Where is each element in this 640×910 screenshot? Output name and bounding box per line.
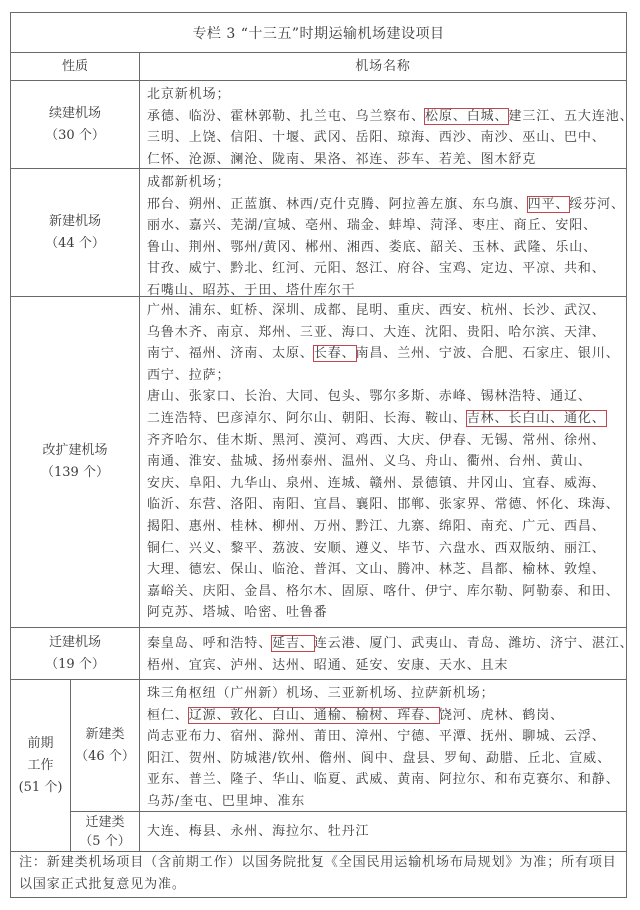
- category-count: （46 个）: [75, 748, 135, 764]
- airport-list-line: [147, 194, 625, 216]
- airport-names: 亚东、普兰、隆子、华山、临夏、武威、黄南、阿拉尔、和布克赛尔、和静、: [147, 772, 620, 788]
- highlighted-airports: 长春、: [313, 346, 356, 362]
- airport-list-line: [147, 300, 620, 322]
- airport-list-line: [147, 237, 620, 259]
- airport-list-line: [147, 581, 620, 603]
- airport-list-line: [147, 726, 620, 748]
- row-relocation: [11, 628, 634, 680]
- airport-names: 南宁、福州、济南、太原、: [147, 346, 314, 362]
- category-count: （5 个）: [79, 834, 131, 849]
- category-count: （44 个）: [45, 235, 105, 251]
- airport-names: 桓仁、: [147, 707, 189, 723]
- label-new-class: [71, 680, 140, 812]
- airport-list-line: [147, 430, 620, 452]
- airport-names: 大理、德宏、保山、临沧、普洱、文山、腾冲、林芝、昌都、榆林、敦煌、: [147, 562, 606, 578]
- row-expansion: [11, 297, 626, 628]
- airport-names: 绥芬河、: [569, 196, 625, 212]
- airport-names: 尚志亚布力、宿州、滁州、莆田、漳州、宁德、平潭、抚州、聊城、云浮、: [147, 729, 606, 745]
- names-new-class: [140, 680, 626, 812]
- airport-list-line: [147, 451, 620, 473]
- airport-names: 安庆、阜阳、九华山、泉州、连城、赣州、景德镇、井冈山、宜春、威海、: [147, 475, 606, 491]
- category-count: (51 个): [18, 779, 63, 795]
- footnote-line: 注：新建类机场项目（含前期工作）以国务院批复《全国民用运输机场布局规划》为准；所有项目: [19, 855, 617, 870]
- airport-names: 鲁山、荆州、鄂州/黄冈、郴州、湘西、娄底、韶关、玉林、武隆、乐山、: [147, 239, 598, 255]
- label-new: [11, 169, 140, 296]
- airport-names: 成都新机场；: [147, 175, 231, 190]
- airport-names: 饶河、虎林、鹤岗、: [438, 707, 565, 723]
- airport-names: 嘉峪关、庆阳、金昌、格尔木、固原、喀什、伊宁、库尔勒、阿勒泰、和田、: [147, 583, 620, 599]
- names-new: [140, 169, 626, 296]
- table-title: 专栏 3 “十三五”时期运输机场建设项目: [11, 13, 626, 53]
- airport-names: 甘孜、威宁、黔北、红河、元阳、怒江、府谷、宝鸡、定边、平凉、共和、: [147, 261, 606, 277]
- airport-list-line: [147, 149, 620, 171]
- label-relocation-class: [71, 812, 140, 852]
- airport-list-line: [147, 494, 620, 516]
- category-label: 续建机场: [48, 105, 101, 121]
- airport-list-line: [147, 172, 620, 194]
- airport-names: 二连浩特、巴彦淖尔、阿尔山、朝阳、长海、鞍山、: [147, 410, 467, 426]
- highlighted-airports: 四平、: [527, 196, 570, 212]
- airport-list-line: [147, 769, 620, 791]
- airport-list-line: [147, 683, 620, 705]
- footnote-line: 以国家正式批复意见为准。: [19, 877, 186, 892]
- names-continuing: [140, 81, 634, 168]
- airport-list-line: [147, 748, 620, 770]
- airport-names: 珠三角枢纽（广州新）机场、三亚新机场、拉萨新机场；: [147, 686, 495, 701]
- airport-list-line: [147, 343, 620, 365]
- category-label: 迁建机场: [48, 634, 101, 650]
- category-count: （30 个）: [45, 127, 105, 143]
- airport-list-line: [147, 633, 634, 655]
- airport-names: 铜仁、兴义、黎平、荔波、安顺、遵义、毕节、六盘水、西双版纳、丽江、: [147, 540, 606, 556]
- airport-names: 揭阳、惠州、桂林、柳州、万州、黔江、九寨、绵阳、南充、广元、西昌、: [147, 518, 606, 534]
- header-row: [11, 53, 626, 81]
- category-label: 工作: [27, 757, 54, 773]
- category-label: 前期: [27, 735, 54, 751]
- airport-list-line: [147, 516, 620, 538]
- highlighted-airports: 松原、白城、: [425, 108, 509, 124]
- names-relocation: [140, 628, 634, 679]
- footnote: [11, 850, 626, 897]
- airport-names: 乌苏/奎屯、巴里坤、准东: [147, 793, 306, 809]
- category-count: （19 个）: [45, 656, 105, 672]
- airport-list-line: [147, 791, 620, 813]
- airport-names: 阿克苏、塔城、哈密、吐鲁番: [147, 605, 328, 621]
- airport-names: 广州、浦东、虹桥、深圳、成都、昆明、重庆、西安、杭州、长沙、武汉、: [147, 303, 606, 318]
- airport-names: 秦皇岛、呼和浩特、: [147, 636, 273, 651]
- airport-list-line: [147, 258, 620, 280]
- airport-names: 西宁、拉萨；: [147, 367, 231, 383]
- airport-list-line: [147, 473, 620, 495]
- category-label: 迁建类: [85, 815, 125, 830]
- airport-names: 石嘴山、昭苏、于田、塔什库尔干: [147, 282, 356, 298]
- airport-names: 梧州、宜宾、泸州、达州、昭通、延安、安康、天水、且末: [147, 657, 509, 673]
- row-preliminary: [11, 680, 626, 852]
- names-expansion: [140, 297, 626, 627]
- airport-list-line: [147, 538, 620, 560]
- airport-list-line: [147, 408, 620, 430]
- airport-names: 连云港、厦门、武夷山、青岛、潍坊、济宁、湛江、: [313, 636, 634, 651]
- airport-names: 承德、临汾、霍林郭勒、扎兰屯、乌兰察布、: [147, 108, 426, 124]
- header-nature: 性质: [11, 53, 140, 80]
- category-label: 改扩建机场: [42, 443, 108, 458]
- category-label: 新建机场: [48, 213, 101, 229]
- airport-names: 唐山、张家口、长治、大同、包头、鄂尔多斯、赤峰、锡林浩特、通辽、: [147, 389, 592, 405]
- airport-list-line: [147, 84, 620, 106]
- airport-names: 齐齐哈尔、佳木斯、黑河、漠河、鸡西、大庆、伊春、无锡、常州、徐州、: [147, 432, 606, 448]
- label-preliminary: [11, 680, 71, 851]
- row-continuing: [11, 81, 634, 169]
- label-expansion: [11, 297, 140, 627]
- airport-list-line: [147, 106, 634, 128]
- airport-names: 邢台、朔州、正蓝旗、林西/克什克腾、阿拉善左旗、东乌旗、: [147, 196, 528, 212]
- airport-names: 建三江、五大连池、: [508, 108, 634, 124]
- airport-names: 临沂、东营、洛阳、南阳、宜昌、襄阳、邯郸、张家界、常德、怀化、珠海、: [147, 497, 620, 513]
- airport-names: 丽水、嘉兴、芜湖/宣城、亳州、瑞金、蚌埠、菏泽、枣庄、商丘、安阳、: [147, 218, 598, 234]
- airport-names: 三明、上饶、信阳、十堰、武冈、岳阳、琼海、西沙、南沙、巫山、巴中、: [147, 130, 606, 146]
- airport-list-line: [147, 365, 620, 387]
- airport-list-line: [147, 386, 620, 408]
- airport-list-line: [147, 559, 620, 581]
- highlighted-airports: 吉林、长白山、通化、: [466, 410, 606, 426]
- airport-list-line: [147, 705, 620, 727]
- airport-list-line: [147, 821, 620, 843]
- airport-names: 乌鲁木齐、南京、郑州、三亚、海口、大连、沈阳、贵阳、哈尔滨、天津、: [147, 324, 606, 340]
- names-relocation-class: [140, 812, 626, 852]
- airport-list-line: [147, 602, 620, 624]
- category-count: （139 个）: [41, 465, 109, 480]
- airport-projects-table: [10, 12, 634, 898]
- label-relocation: [11, 628, 140, 679]
- airport-names: 南通、淮安、盐城、扬州泰州、温州、义乌、舟山、衢州、台州、黄山、: [147, 454, 592, 470]
- airport-names: 大连、梅县、永州、海拉尔、牡丹江: [147, 824, 370, 839]
- header-airport-names: 机场名称: [355, 58, 411, 74]
- airport-names: 阳江、贺州、防城港/钦州、儋州、阆中、盘县、罗甸、勐腊、丘北、宣威、: [147, 750, 611, 766]
- airport-names: 南昌、兰州、宁波、合肥、石家庄、银川、: [355, 346, 620, 362]
- airport-names: 仁怀、沧源、澜沧、陇南、果洛、祁连、莎车、若羌、图木舒克: [147, 151, 537, 167]
- highlighted-airports: 延吉、: [272, 636, 314, 651]
- airport-names: 北京新机场；: [147, 87, 231, 102]
- airport-list-line: [147, 127, 620, 149]
- highlighted-airports: 辽源、敦化、白山、通榆、榆树、珲春、: [188, 707, 439, 723]
- label-continuing: [11, 81, 140, 168]
- airport-list-line: [147, 655, 620, 677]
- category-label: 新建类: [85, 726, 125, 742]
- row-new: [11, 169, 626, 297]
- airport-list-line: [147, 215, 620, 237]
- airport-list-line: [147, 322, 620, 344]
